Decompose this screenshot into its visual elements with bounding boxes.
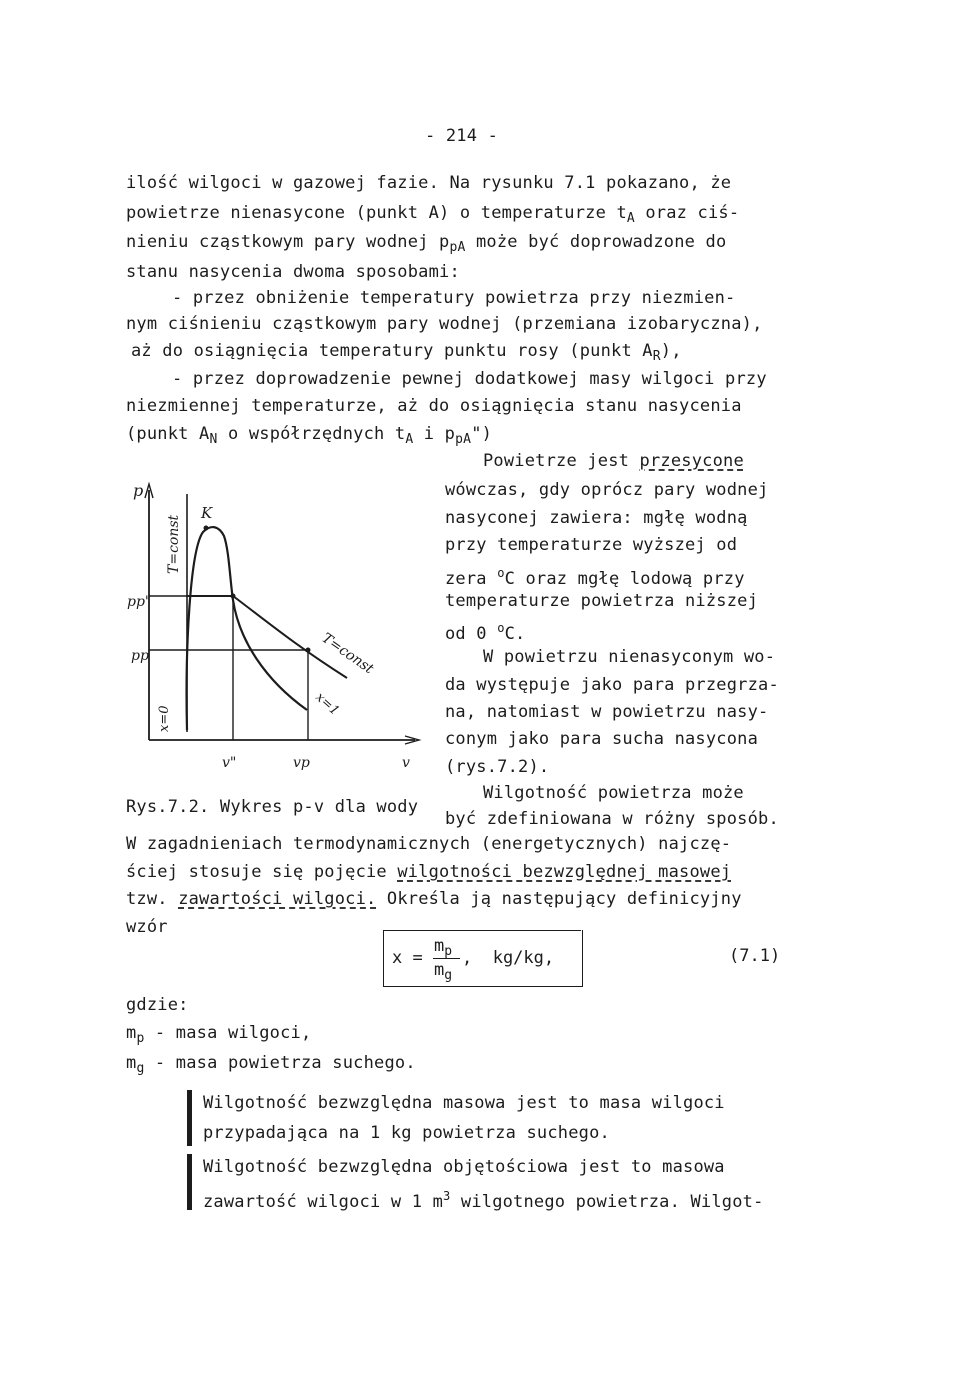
formula-numerator [434,936,452,959]
text-span: - masa powietrza suchego. [144,1053,416,1073]
definition-line [203,1186,764,1212]
text-line [126,889,742,909]
text-span: Powietrze jest [483,451,640,471]
text-span: - masa wilgoci, [144,1023,312,1043]
degree-sign: o [497,621,505,635]
superscript: 3 [443,1189,451,1203]
text-line [445,563,745,589]
text-span: i p [413,424,456,444]
label-v-prime: v" [222,755,237,771]
text-line: Wilgotność powietrza może [483,783,744,803]
label-pp-prime: pp' [127,594,149,610]
text-span: m [434,936,445,956]
definition-line: przypadająca na 1 kg powietrza suchego. [203,1123,610,1143]
text-line: być zdefiniowana w różny sposób. [445,809,779,829]
subscript: N [209,432,218,447]
degree-sign: o [497,566,505,580]
text-line: temperaturze powietrza niższej [445,591,759,611]
pv-diagram [125,470,425,800]
underlined-term: zawartości wilgoci. [178,889,377,909]
text-line: nym ciśnieniu cząstkowym pary wodnej (przemiana izobaryczna), [126,314,763,334]
underlined-term: wilgotności bezwzględnej masowej [397,862,732,882]
text-span: ściej stosuje się pojęcie [126,862,398,882]
text-span: Określa ją następujący definicyjny [376,889,742,909]
text-span: ), [660,341,682,361]
text-span: powietrze nienasycone (punkt A) o temperaturze t [126,203,627,223]
text-line [483,451,744,471]
text-line [445,618,526,644]
text-span: od 0 [445,624,498,644]
definition-line: Wilgotność bezwzględna objętościowa jest to masowa [203,1157,725,1177]
text-span: wilgotnego powietrza. Wilgot- [450,1192,764,1212]
definition-mg [126,1053,416,1079]
text-span: zera [445,569,498,589]
label-x1: x=1 [312,689,343,719]
critical-point-marker [204,526,209,531]
text-line: nasyconej zawiera: mgłę wodną [445,508,748,528]
label-vp: vp [293,755,310,771]
text-span: m [434,960,445,980]
text-line [126,203,739,229]
text-line: niezmiennej temperaturze, aż do osiągnięcia stanu nasycenia [126,396,742,416]
text-span: (punkt A [126,424,210,444]
text-line: wzór [126,917,168,937]
text-line: (rys.7.2). [445,757,550,777]
text-line: ilość wilgoci w gazowej fazie. Na rysunku 7.1 pokazano, że [126,173,732,193]
label-T-const-curve: T=const [318,630,377,678]
label-p: p [133,481,144,500]
subscript: p [136,1031,145,1046]
subscript: A [626,211,635,226]
text-span: C. [504,624,526,644]
figure-caption: Rys.7.2. Wykres p-v dla wody [126,797,419,817]
definition-mp [126,1023,311,1049]
bullet-line: - przez obniżenie temperatury powietrza przy niezmien- [172,288,736,308]
label-x0: x=0 [157,705,172,732]
text-span: m [126,1023,137,1043]
text-span: nieniu cząstkowym pary wodnej p [126,232,450,252]
subscript: g [136,1061,145,1076]
text-line: conym jako para sucha nasycona [445,729,759,749]
text-line: stanu nasycenia dwoma sposobami: [126,262,460,282]
definition-line: Wilgotność bezwzględna masowa jest to masa wilgoci [203,1093,725,1113]
text-span: może być doprowadzone do [465,232,727,252]
saturation-curve [187,527,307,730]
text-line: W zagadnieniach termodynamicznych (energetycznych) najczę- [126,834,732,854]
text-line [126,232,726,258]
text-line: przy temperaturze wyższej od [445,535,738,555]
fraction-bar [433,958,460,959]
point-marker [306,648,311,653]
formula-unit: , kg/kg, [462,948,555,968]
margin-bar [187,1154,192,1210]
text-line: W powietrzu nienasyconym wo- [483,647,776,667]
text-line: na, natomiast w powietrzu nasy- [445,702,769,722]
text-line [126,424,492,450]
page-number: - 214 - [425,126,499,146]
label-K: K [201,504,213,522]
where-label: gdzie: [126,995,189,1015]
text-line [131,341,682,367]
subscript: R [652,349,661,364]
formula-lhs: x = [392,948,423,968]
text-span: zawartość wilgoci w 1 m [203,1192,444,1212]
text-span: oraz ciś- [634,203,740,223]
equation-number: (7.1) [729,946,781,966]
formula-denominator [434,960,452,983]
text-span: aż do osiągnięcia temperatury punktu rosy (punkt A [131,341,653,361]
text-span: o współrzędnych t [217,424,406,444]
label-pp: pp [131,648,149,664]
text-line: wówczas, gdy oprócz pary wodnej [445,480,769,500]
margin-bar [187,1090,192,1146]
point-marker [231,594,236,599]
subscript: pA [455,432,472,447]
subscript: p [444,944,453,959]
subscript: A [405,432,414,447]
subscript: g [444,968,453,983]
underlined-term: przesycone [639,451,744,471]
text-span: tzw. [126,889,179,909]
text-span: C oraz mgłę lodową przy [504,569,745,589]
text-line: da występuje jako para przegrza- [445,675,779,695]
label-T-const-vertical: T=const [166,514,182,574]
text-span: ") [471,424,493,444]
text-span: m [126,1053,137,1073]
bullet-line: - przez doprowadzenie pewnej dodatkowej masy wilgoci przy [172,369,767,389]
text-line [126,862,731,882]
subscript: pA [449,240,466,255]
label-v: v [402,755,410,771]
